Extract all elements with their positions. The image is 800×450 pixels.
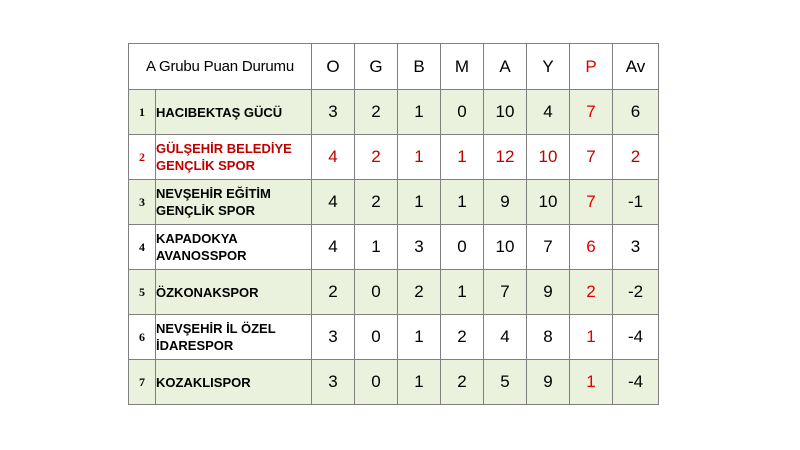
stat-cell-g: 0: [355, 315, 398, 360]
stat-cell-p: 2: [570, 270, 613, 315]
rank-cell: 1: [129, 90, 156, 135]
stat-cell-a: 4: [484, 315, 527, 360]
column-header-p: P: [570, 44, 613, 90]
stat-cell-y: 4: [527, 90, 570, 135]
table-row: [129, 180, 659, 225]
team-name-cell: [156, 180, 312, 225]
stat-cell-a: 10: [484, 90, 527, 135]
column-header-a: A: [484, 44, 527, 90]
team-name-line-2: İDARESPOR: [156, 338, 234, 353]
rank-cell: 4: [129, 225, 156, 270]
stat-cell-b: 2: [398, 270, 441, 315]
table-row: [129, 225, 659, 270]
stat-cell-m: 0: [441, 225, 484, 270]
standings-table: [128, 43, 659, 405]
team-name-cell: [156, 135, 312, 180]
team-name-line-1: GÜLŞEHİR BELEDİYE: [156, 141, 292, 156]
stat-cell-m: 1: [441, 270, 484, 315]
stat-cell-y: 10: [527, 135, 570, 180]
stat-cell-av: -4: [613, 360, 659, 405]
stat-cell-b: 3: [398, 225, 441, 270]
stat-cell-g: 0: [355, 270, 398, 315]
stat-cell-y: 10: [527, 180, 570, 225]
stat-cell-b: 1: [398, 360, 441, 405]
team-name-line-1: KOZAKLISPOR: [156, 374, 251, 390]
team-name-line-2: AVANOSSPOR: [156, 248, 247, 263]
stat-cell-o: 3: [312, 360, 355, 405]
stat-cell-p: 7: [570, 135, 613, 180]
stat-cell-av: 6: [613, 90, 659, 135]
team-name-cell: [156, 360, 312, 405]
stat-cell-a: 9: [484, 180, 527, 225]
stat-cell-b: 1: [398, 135, 441, 180]
table-row: [129, 90, 659, 135]
table-title: A Grubu Puan Durumu: [129, 44, 312, 90]
stat-cell-av: -4: [613, 315, 659, 360]
stat-cell-p: 1: [570, 315, 613, 360]
column-header-m: M: [441, 44, 484, 90]
team-name-cell: [156, 90, 312, 135]
stat-cell-p: 7: [570, 90, 613, 135]
stat-cell-av: 2: [613, 135, 659, 180]
stat-cell-m: 1: [441, 180, 484, 225]
team-name-cell: [156, 225, 312, 270]
stat-cell-o: 3: [312, 90, 355, 135]
header-row: [129, 44, 659, 90]
team-name-cell: [156, 270, 312, 315]
team-name-line-2: GENÇLİK SPOR: [156, 203, 255, 218]
stat-cell-o: 4: [312, 135, 355, 180]
stat-cell-a: 5: [484, 360, 527, 405]
stat-cell-o: 4: [312, 225, 355, 270]
stat-cell-p: 1: [570, 360, 613, 405]
stat-cell-y: 8: [527, 315, 570, 360]
stat-cell-g: 0: [355, 360, 398, 405]
rank-cell: 3: [129, 180, 156, 225]
stat-cell-m: 2: [441, 315, 484, 360]
stat-cell-g: 2: [355, 135, 398, 180]
team-name-cell: [156, 315, 312, 360]
column-header-g: G: [355, 44, 398, 90]
column-header-av: Av: [613, 44, 659, 90]
column-header-y: Y: [527, 44, 570, 90]
rank-cell: 7: [129, 360, 156, 405]
stat-cell-g: 1: [355, 225, 398, 270]
stat-cell-y: 9: [527, 360, 570, 405]
stat-cell-o: 2: [312, 270, 355, 315]
team-name-line-1: HACIBEKTAŞ GÜCÜ: [156, 104, 283, 120]
table-row: [129, 360, 659, 405]
team-name-line-2: GENÇLİK SPOR: [156, 158, 255, 173]
stat-cell-p: 7: [570, 180, 613, 225]
stat-cell-o: 4: [312, 180, 355, 225]
table-row: [129, 135, 659, 180]
stat-cell-av: -1: [613, 180, 659, 225]
team-name-line-1: ÖZKONAKSPOR: [156, 284, 259, 300]
stat-cell-g: 2: [355, 180, 398, 225]
team-name-line-1: NEVŞEHİR EĞİTİM: [156, 186, 271, 201]
column-header-o: O: [312, 44, 355, 90]
team-name-line-1: NEVŞEHİR İL ÖZEL: [156, 321, 276, 336]
rank-cell: 6: [129, 315, 156, 360]
stat-cell-y: 9: [527, 270, 570, 315]
stat-cell-b: 1: [398, 315, 441, 360]
stat-cell-av: -2: [613, 270, 659, 315]
stat-cell-g: 2: [355, 90, 398, 135]
stat-cell-a: 7: [484, 270, 527, 315]
stat-cell-av: 3: [613, 225, 659, 270]
stat-cell-a: 10: [484, 225, 527, 270]
stat-cell-m: 0: [441, 90, 484, 135]
rank-cell: 5: [129, 270, 156, 315]
rank-cell: 2: [129, 135, 156, 180]
column-header-b: B: [398, 44, 441, 90]
stat-cell-b: 1: [398, 180, 441, 225]
stat-cell-o: 3: [312, 315, 355, 360]
stat-cell-p: 6: [570, 225, 613, 270]
table-row: [129, 270, 659, 315]
stat-cell-y: 7: [527, 225, 570, 270]
stat-cell-m: 1: [441, 135, 484, 180]
stat-cell-m: 2: [441, 360, 484, 405]
stat-cell-a: 12: [484, 135, 527, 180]
team-name-line-1: KAPADOKYA: [156, 231, 238, 246]
stat-cell-b: 1: [398, 90, 441, 135]
table-row: [129, 315, 659, 360]
